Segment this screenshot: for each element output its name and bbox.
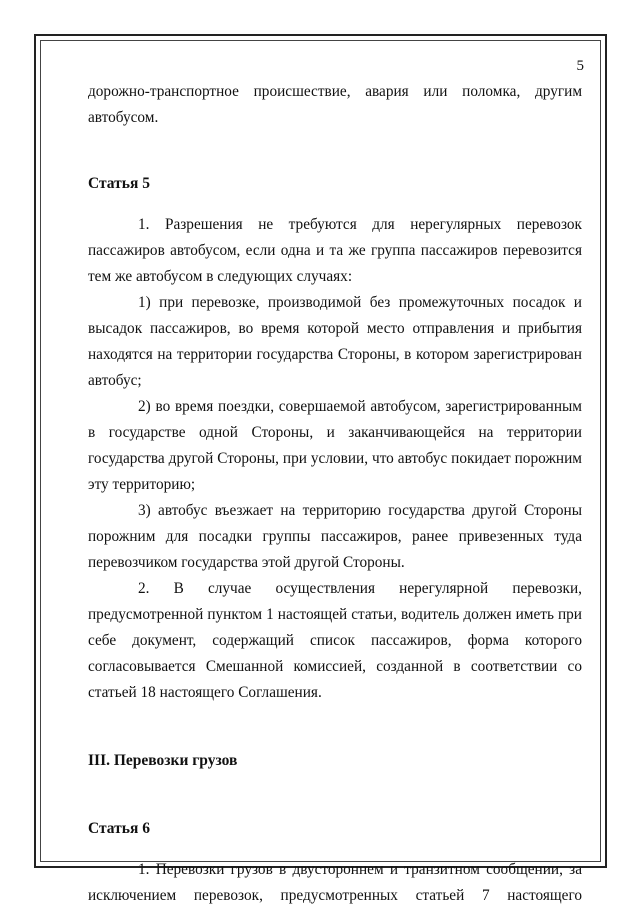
article-5-subclause-3: 3) автобус въезжает на территорию государства другой Стороны порожним для посадки группы пассажиров, ранее привезенных туда перевозчиком государства этой другой Стороны. bbox=[88, 502, 582, 571]
article-5-subclause-1: 1) при перевозке, производимой без промежуточных посадок и высадок пассажиров, во время которой место отправления и прибытия находятся на территории государства Стороны, в котором зарегистрирован автобус; bbox=[88, 294, 582, 389]
article-5-subclause-2: 2) во время поездки, совершаемой автобусом, зарегистрированным в государстве одной Стороны, и заканчивающейся на территории государства другой Стороны, при условии, что автобус покидает порожним эту территорию; bbox=[88, 398, 582, 493]
section-3-heading: III. Перевозки грузов bbox=[88, 752, 238, 769]
document-body bbox=[88, 79, 582, 909]
article-5-clause-1: 1. Разрешения не требуются для нерегулярных перевозок пассажиров автобусом, если одна и та же группа пассажиров перевозится тем же автобусом в следующих случаях: bbox=[88, 216, 582, 285]
article-5-heading: Статья 5 bbox=[88, 175, 150, 192]
page-number: 5 bbox=[576, 58, 584, 74]
article-6-clause-1: 1. Перевозки грузов в двустороннем и транзитном сообщении, за исключением перевозок, предусмотренных статьей 7 настоящего bbox=[88, 861, 582, 904]
article-5-clause-2: 2. В случае осуществления нерегулярной перевозки, предусмотренной пунктом 1 настоящей статьи, водитель должен иметь при себе документ, содержащий список пассажиров, форма которого согласовывается Смешанной комиссией, созданной в соответствии со статьей 18 настоящего Соглашения. bbox=[88, 580, 582, 701]
continuation-paragraph: дорожно-транспортное происшествие, авария или поломка, другим автобусом. bbox=[88, 83, 582, 126]
article-6-heading: Статья 6 bbox=[88, 820, 150, 837]
